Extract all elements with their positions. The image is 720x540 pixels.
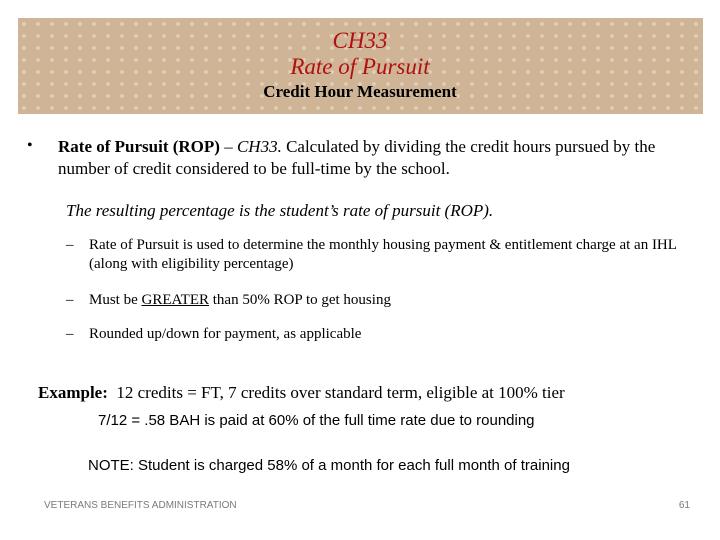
bullet-dash: –: [219, 137, 237, 156]
sub-bullet-3-text: Rounded up/down for payment, as applicable: [89, 326, 362, 342]
example-line: [38, 382, 708, 404]
main-bullet: [58, 136, 698, 180]
example-text: 12 credits = FT, 7 credits over standard term, eligible at 100% tier: [107, 383, 565, 402]
example-label: Example:: [38, 383, 108, 402]
bullet-icon: •: [27, 137, 33, 154]
dash-icon: –: [66, 237, 74, 253]
slide-title-chapter: CH33: [332, 28, 388, 53]
result-statement: The resulting percentage is the student’s rate of pursuit (ROP).: [66, 201, 494, 220]
sub-bullet-3: [66, 325, 696, 344]
chapter-ref: CH33.: [236, 137, 282, 156]
dash-icon: –: [66, 326, 74, 342]
dash-icon: –: [66, 292, 74, 308]
slide-subtitle: Credit Hour Measurement: [263, 82, 457, 101]
note-line: [88, 456, 708, 475]
note-label: NOTE:: [88, 457, 134, 474]
sub-bullet-2: [66, 291, 696, 310]
sub-bullet-1: [66, 236, 696, 274]
page-number: 61: [678, 500, 690, 511]
greater-emphasis: GREATER: [141, 292, 209, 308]
sub-bullet-1-text: Rate of Pursuit is used to determine the monthly housing payment & entitlement charge at an IHL (along with eligibility percentage): [89, 237, 677, 272]
slide-title: Rate of Pursuit: [290, 54, 430, 79]
bullet-description: Calculated by dividing the credit hours pursued by the number of credit considered to be full-time by the school.: [58, 137, 656, 178]
calculation-line: 7/12 = .58 BAH is paid at 60% of the full time rate due to rounding: [98, 412, 535, 429]
note-text: Student is charged 58% of a month for each full month of training: [133, 457, 570, 474]
footer-org: VETERANS BENEFITS ADMINISTRATION: [44, 500, 237, 511]
sub-bullet-2-text: Must be GREATER than 50% ROP to get housing: [89, 292, 391, 308]
rop-term: Rate of Pursuit (ROP): [58, 137, 220, 156]
